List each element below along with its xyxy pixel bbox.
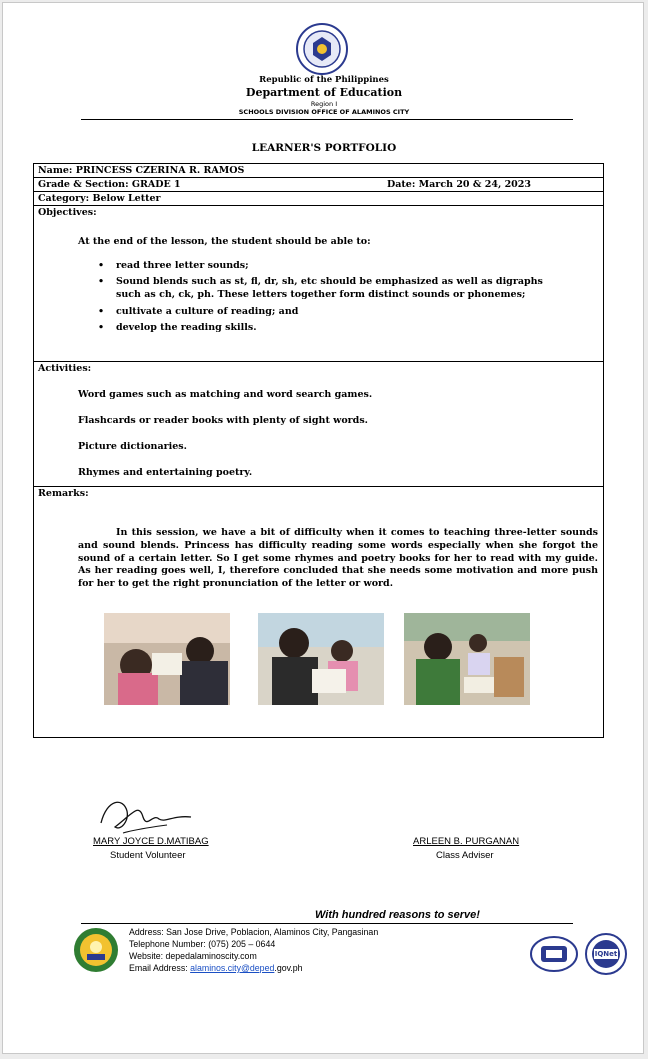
volunteer-role: Student Volunteer <box>110 850 186 861</box>
department-heading: Department of Education <box>245 86 403 99</box>
objectives-heading: Objectives: <box>38 207 97 218</box>
activity-item: Rhymes and entertaining poetry. <box>78 467 253 478</box>
iqnet-badge-label: IQNet <box>594 950 618 958</box>
iqnet-cert-icon <box>585 933 627 975</box>
portfolio-table <box>33 163 604 738</box>
objectives-intro: At the end of the lesson, the student should be able to: <box>78 236 371 247</box>
page-title: LEARNER'S PORTFOLIO <box>251 142 397 154</box>
name-row <box>34 164 603 178</box>
footer-divider <box>81 923 573 924</box>
remarks-text: In this session, we have a bit of difficulty when it comes to teaching three-letter sounds and sound blends. Princess has difficulty reading some words especially when she forgot the sound of a certain letter. So I get some rhymes and poetry books for her to read with my guide. As her reading goes well, I, therefore concluded that she needs some motivation and more push for her to get the right pronunciation of the letter or word. <box>78 527 598 590</box>
grade-section: Grade & Section: GRADE 1 <box>38 179 181 190</box>
iso-cert-icon <box>529 935 579 973</box>
telephone: Telephone Number: (075) 205 – 0644 <box>129 939 276 949</box>
activities-heading: Activities: <box>38 363 92 374</box>
objective-item: • read three letter sounds; <box>96 259 566 272</box>
portfolio-page <box>2 2 644 1054</box>
header-divider <box>81 119 573 120</box>
motto: With hundred reasons to serve! <box>315 909 480 921</box>
grade-row <box>34 178 603 192</box>
objective-item: • Sound blends such as st, fl, dr, sh, etc should be emphasized as well as digraphs such as ch, ck, ph. These letters together form distinct sounds or phonemes; <box>96 275 566 301</box>
session-date: Date: March 20 & 24, 2023 <box>387 179 532 190</box>
adviser-role: Class Adviser <box>436 850 494 861</box>
email-line <box>129 962 378 974</box>
session-photo <box>104 613 230 705</box>
contact-block <box>129 926 378 974</box>
remarks-heading: Remarks: <box>38 488 89 499</box>
volunteer-name: MARY JOYCE D.MATIBAG <box>93 836 209 847</box>
objectives-section <box>34 206 603 362</box>
objective-item: • cultivate a culture of reading; and <box>96 305 566 318</box>
session-photo <box>404 613 530 705</box>
activities-section <box>34 362 603 487</box>
email-suffix: .gov.ph <box>274 963 303 973</box>
activity-item: Word games such as matching and word search games. <box>78 389 373 400</box>
session-photo <box>258 613 384 705</box>
category-row <box>34 192 603 206</box>
deped-seal-icon <box>296 23 348 75</box>
remarks-section <box>34 487 603 737</box>
division-heading: SCHOOLS DIVISION OFFICE OF ALAMINOS CITY <box>238 108 410 116</box>
region-heading: Region I <box>310 100 338 108</box>
activity-item: Picture dictionaries. <box>78 441 187 452</box>
email-label: Email Address: <box>129 963 191 973</box>
adviser-name: ARLEEN B. PURGANAN <box>413 836 520 847</box>
address: Address: San Jose Drive, Poblacion, Alaminos City, Pangasinan <box>129 927 379 937</box>
category: Category: Below Letter <box>38 193 161 204</box>
volunteer-signature <box>93 793 193 838</box>
republic-heading: Republic of the Philippines <box>259 75 389 85</box>
objective-item: • develop the reading skills. <box>96 321 566 334</box>
learner-name: Name: PRINCESS CZERINA R. RAMOS <box>38 165 245 176</box>
activity-item: Flashcards or reader books with plenty of sight words. <box>78 415 368 426</box>
website: Website: depedalaminoscity.com <box>129 951 257 961</box>
division-logo-icon <box>73 927 119 973</box>
email-link[interactable]: alaminos.city@deped <box>190 963 275 973</box>
